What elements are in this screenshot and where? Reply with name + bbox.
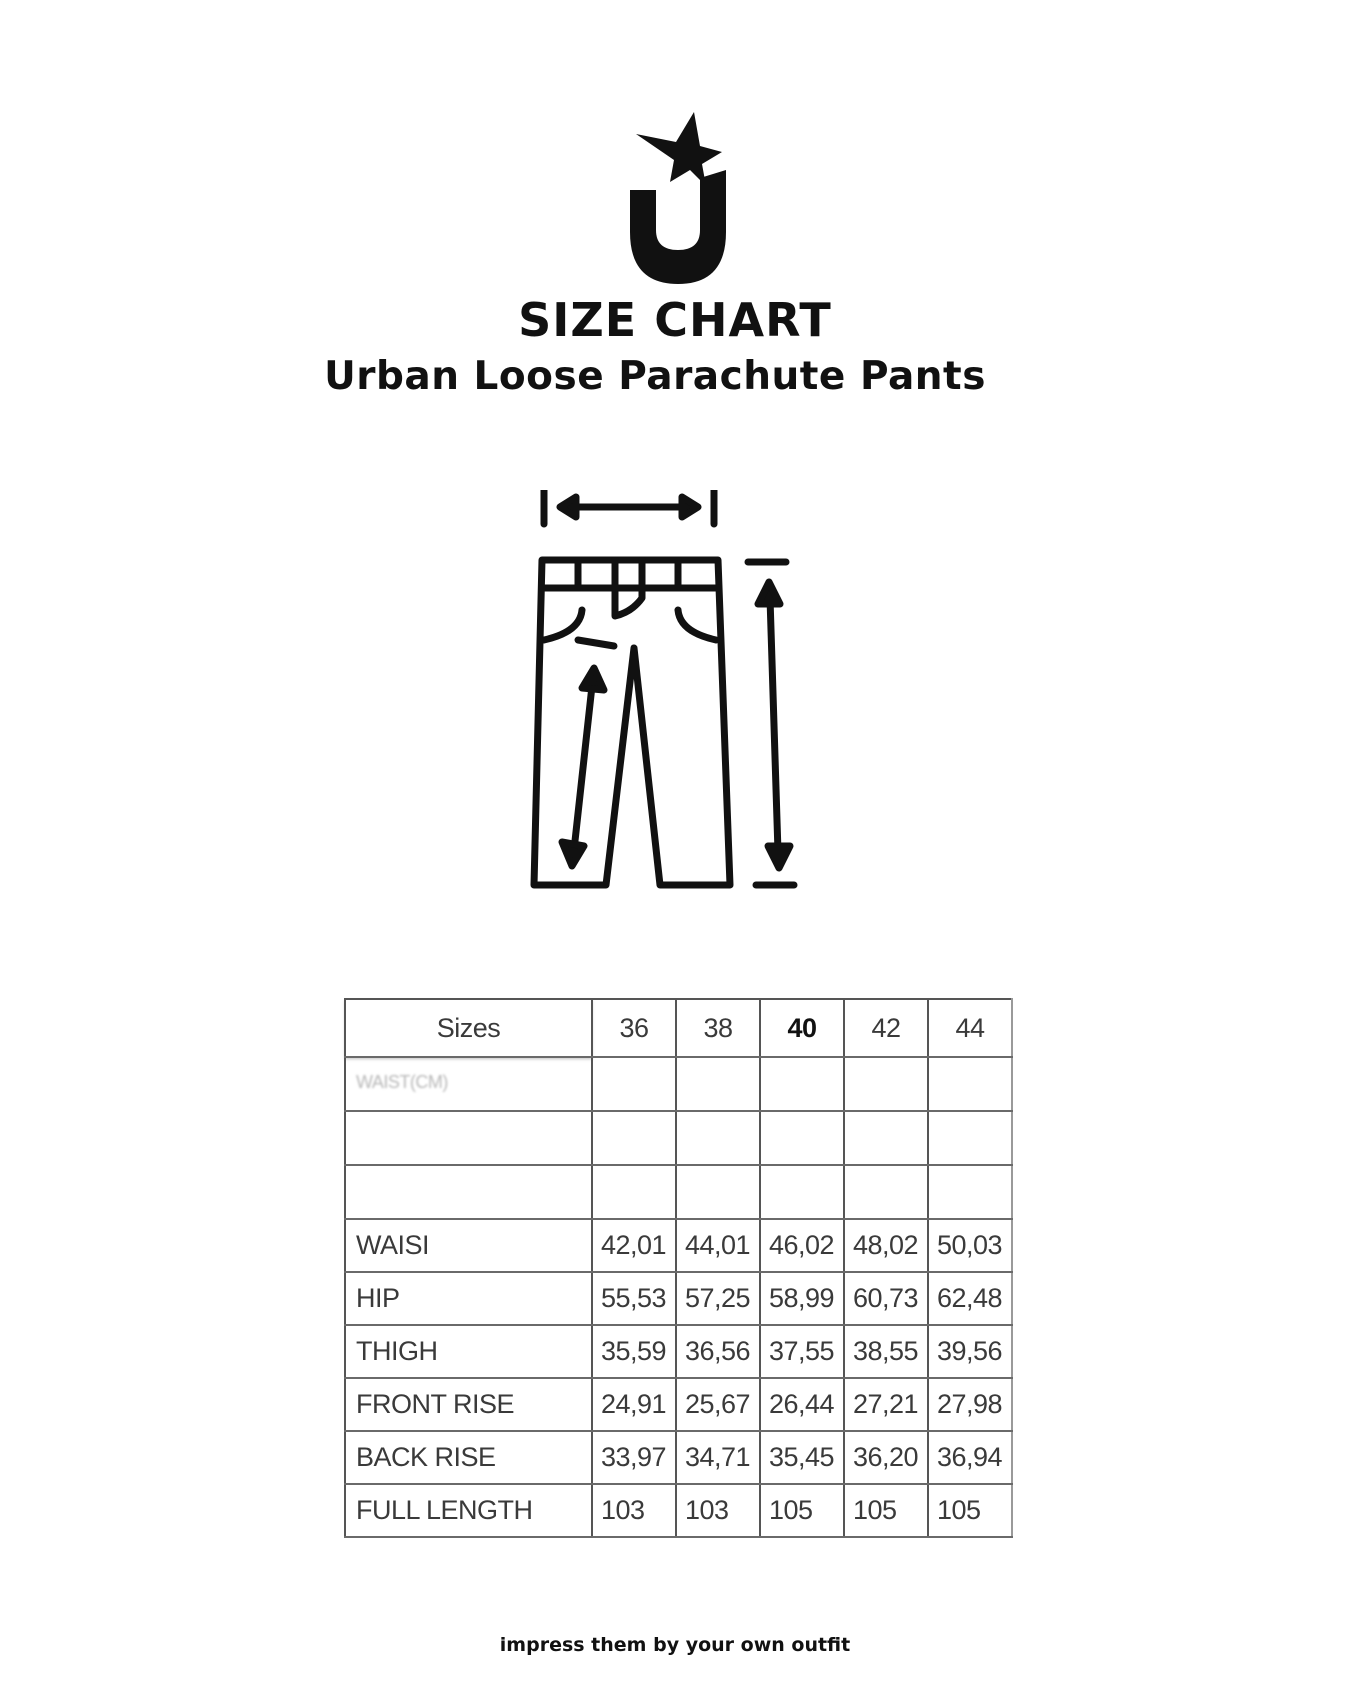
size-column-header: 44 bbox=[928, 999, 1012, 1057]
table-cell: 25,67 bbox=[676, 1378, 760, 1431]
table-cell: 105 bbox=[844, 1484, 928, 1537]
table-row-waist bbox=[345, 1219, 1012, 1272]
table-cell-empty bbox=[928, 1165, 1012, 1219]
table-cell-empty bbox=[844, 1111, 928, 1165]
inseam-arrowhead-top bbox=[582, 668, 604, 690]
logo-star bbox=[636, 112, 722, 186]
table-cell-empty bbox=[592, 1165, 676, 1219]
table-cell: 46,02 bbox=[760, 1219, 844, 1272]
table-cell: 38,55 bbox=[844, 1325, 928, 1378]
size-column-header: 42 bbox=[844, 999, 928, 1057]
row-label: FULL LENGTH bbox=[345, 1484, 592, 1537]
width-arrowhead-left bbox=[560, 497, 576, 517]
table-cell-empty bbox=[928, 1111, 1012, 1165]
table-cell-empty bbox=[760, 1165, 844, 1219]
inseam-arrow-line bbox=[574, 686, 592, 850]
length-arrow-line bbox=[770, 598, 778, 852]
table-cell: 36,56 bbox=[676, 1325, 760, 1378]
table-cell-empty bbox=[345, 1165, 592, 1219]
table-cell-empty bbox=[676, 1057, 760, 1111]
size-chart-table bbox=[344, 998, 1013, 1538]
size-column-header: 36 bbox=[592, 999, 676, 1057]
table-cell: 27,98 bbox=[928, 1378, 1012, 1431]
row-label: FRONT RISE bbox=[345, 1378, 592, 1431]
table-cell-empty bbox=[928, 1057, 1012, 1111]
table-row-hip bbox=[345, 1272, 1012, 1325]
table-row-empty bbox=[345, 1165, 1012, 1219]
table-cell: 57,25 bbox=[676, 1272, 760, 1325]
row-label: BACK RISE bbox=[345, 1431, 592, 1484]
table-cell: 55,53 bbox=[592, 1272, 676, 1325]
table-cell: 58,99 bbox=[760, 1272, 844, 1325]
table-cell: 105 bbox=[760, 1484, 844, 1537]
length-arrowhead-top bbox=[758, 582, 780, 604]
size-column-header-highlighted: 40 bbox=[760, 999, 844, 1057]
table-cell-empty bbox=[844, 1057, 928, 1111]
table-cell: 62,48 bbox=[928, 1272, 1012, 1325]
table-row-thigh bbox=[345, 1325, 1012, 1378]
table-cell: 26,44 bbox=[760, 1378, 844, 1431]
table-cell-empty bbox=[844, 1165, 928, 1219]
row-label: HIP bbox=[345, 1272, 592, 1325]
table-cell: 37,55 bbox=[760, 1325, 844, 1378]
pants-measurement-icon bbox=[530, 490, 830, 915]
sizes-header: Sizes bbox=[345, 999, 592, 1057]
row-label: THIGH bbox=[345, 1325, 592, 1378]
pocket-right bbox=[678, 610, 716, 640]
pocket-left bbox=[544, 610, 582, 640]
table-row-front-rise bbox=[345, 1378, 1012, 1431]
table-header-row bbox=[345, 999, 1012, 1057]
table-cell: 36,94 bbox=[928, 1431, 1012, 1484]
table-row-faded bbox=[345, 1057, 1012, 1111]
logo-u bbox=[630, 170, 726, 284]
width-arrowhead-right bbox=[682, 497, 698, 517]
table-cell: 50,03 bbox=[928, 1219, 1012, 1272]
size-column-header: 38 bbox=[676, 999, 760, 1057]
product-name: Urban Loose Parachute Pants bbox=[324, 354, 986, 399]
table-cell: 44,01 bbox=[676, 1219, 760, 1272]
table-cell-empty bbox=[676, 1165, 760, 1219]
inseam-arrowhead-bottom bbox=[562, 842, 584, 866]
table-cell: 33,97 bbox=[592, 1431, 676, 1484]
star-u-logo-icon bbox=[630, 112, 726, 284]
table-cell: 103 bbox=[592, 1484, 676, 1537]
table-cell-empty bbox=[760, 1111, 844, 1165]
table-cell-empty bbox=[345, 1111, 592, 1165]
table-cell-empty bbox=[592, 1111, 676, 1165]
table-cell: 60,73 bbox=[844, 1272, 928, 1325]
table-cell-empty bbox=[592, 1057, 676, 1111]
footer-tagline: impress them by your own outfit bbox=[499, 1634, 851, 1656]
table-cell: 34,71 bbox=[676, 1431, 760, 1484]
table-cell: 42,01 bbox=[592, 1219, 676, 1272]
faded-row-label: WAIST(CM) bbox=[345, 1057, 592, 1111]
table-cell: 39,56 bbox=[928, 1325, 1012, 1378]
table-cell-empty bbox=[760, 1057, 844, 1111]
table-cell: 48,02 bbox=[844, 1219, 928, 1272]
table-cell-empty bbox=[676, 1111, 760, 1165]
length-arrowhead-bottom bbox=[768, 846, 790, 868]
row-label: WAISI bbox=[345, 1219, 592, 1272]
table-cell: 35,59 bbox=[592, 1325, 676, 1378]
table-cell: 27,21 bbox=[844, 1378, 928, 1431]
table-row-back-rise bbox=[345, 1431, 1012, 1484]
table-cell: 105 bbox=[928, 1484, 1012, 1537]
table-cell: 35,45 bbox=[760, 1431, 844, 1484]
table-row-empty bbox=[345, 1111, 1012, 1165]
table-cell: 24,91 bbox=[592, 1378, 676, 1431]
table-cell: 36,20 bbox=[844, 1431, 928, 1484]
page-title: SIZE CHART bbox=[518, 293, 832, 347]
crotch-mark bbox=[578, 640, 614, 646]
table-row-full-length bbox=[345, 1484, 1012, 1537]
table-cell: 103 bbox=[676, 1484, 760, 1537]
